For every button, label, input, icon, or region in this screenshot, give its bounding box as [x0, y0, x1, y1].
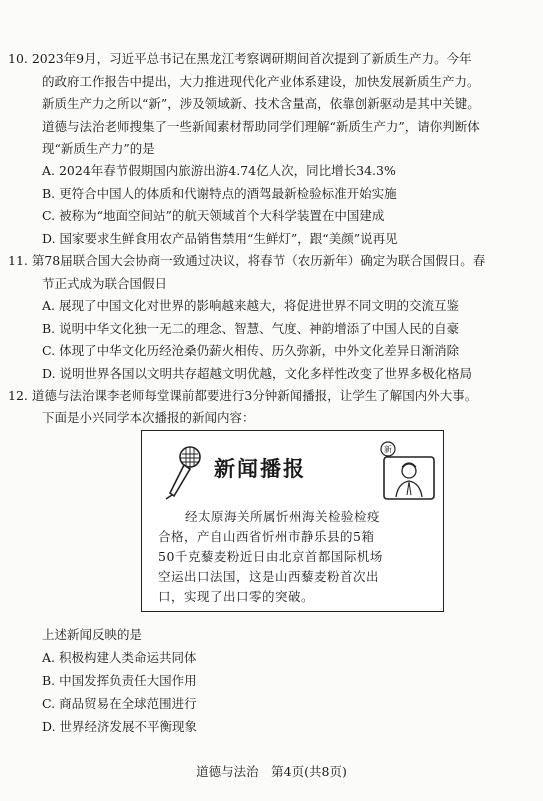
q11-option-c: C. 体现了中华文化历经沧桑仍薪火相传、历久弥新，中外文化差异日渐消除 — [42, 343, 460, 358]
news-line-1: 经太原海关所属忻州海关检验检疫 — [185, 509, 381, 524]
news-badge-label: 新 — [384, 445, 392, 454]
news-box-body — [158, 507, 430, 607]
news-line-4: 空运出口法国，这是山西藜麦粉首次出 — [158, 569, 380, 584]
q11-line-2: 节正式成为联合国假日 — [42, 276, 168, 291]
q12-option-c: C. 商品贸易在全球范围进行 — [42, 696, 197, 711]
q12-option-a: A. 积极构建人类命运共同体 — [42, 650, 197, 665]
q10-option-a: A. 2024年春节假期国内旅游出游4.74亿人次，同比增长34.3% — [42, 163, 396, 178]
q10-line-3: 新质生产力之所以“新”，涉及领域新、技术含量高，依靠创新驱动是其中关键。 — [42, 96, 480, 111]
news-line-2: 合格，产自山西省忻州市静乐县的5箱 — [158, 529, 375, 544]
q11-option-a: A. 展现了中国文化对世界的影响越来越大，将促进世界不同文明的交流互鉴 — [42, 298, 459, 313]
news-anchor-icon — [376, 439, 438, 501]
page-footer: 道德与法治 第4页(共8页) — [196, 764, 347, 779]
news-box-title: 新闻播报 — [214, 457, 306, 481]
news-box — [141, 430, 444, 612]
q12-option-b: B. 中国发挥负责任大国作用 — [42, 673, 197, 688]
news-line-3: 50千克藜麦粉近日由北京首都国际机场 — [158, 549, 383, 564]
q10-line-5: 现“新质生产力”的是 — [42, 141, 155, 156]
q12-line-1: 12. 道德与法治课李老师每堂课前都要进行3分钟新闻播报，让学生了解国内外大事。 — [8, 388, 478, 403]
q12-line-2: 下面是小兴同学本次播报的新闻内容： — [42, 410, 255, 425]
news-line-5: 口，实现了出口零的突破。 — [158, 589, 315, 604]
q12-question: 上述新闻反映的是 — [42, 627, 143, 642]
q10-option-d: D. 国家要求生鲜食用农产品销售禁用“生鲜灯”，跟“美颜”说再见 — [42, 231, 398, 246]
q11-line-1: 11. 第78届联合国大会协商一致通过决议，将春节（农历新年）确定为联合国假日。春 — [8, 253, 486, 268]
q11-option-d: D. 说明世界各国以文明共存超越文明优越，文化多样性改变了世界多极化格局 — [42, 366, 473, 381]
q10-line-2: 的政府工作报告中提出，大力推进现代化产业体系建设，加快发展新质生产力。 — [42, 74, 480, 89]
q12-option-d: D. 世界经济发展不平衡现象 — [42, 719, 198, 734]
q10-line-1: 10. 2023年9月，习近平总书记在黑龙江考察调研期间首次提到了新质生产力。今年 — [8, 51, 472, 66]
q10-option-c: C. 被称为“地面空间站”的航天领域首个大科学装置在中国建成 — [42, 208, 385, 223]
microphone-icon — [160, 443, 208, 501]
q11-option-b: B. 说明中华文化独一无二的理念、智慧、气度、神韵增添了中国人民的自豪 — [42, 321, 460, 336]
q10-option-b: B. 更符合中国人的体质和代谢特点的酒驾最新检验标准开始实施 — [42, 186, 397, 201]
q10-line-4: 道德与法治老师搜集了一些新闻素材帮助同学们理解“新质生产力”，请你判断体 — [42, 119, 480, 134]
